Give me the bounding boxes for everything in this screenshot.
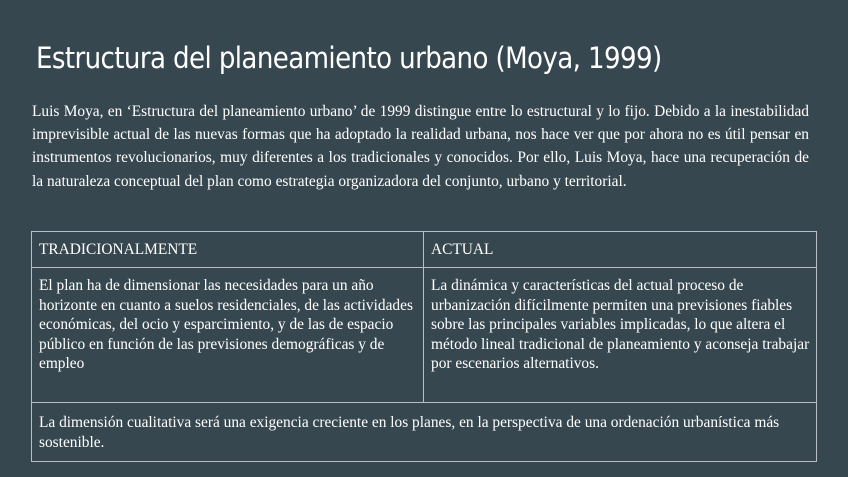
header-cell-current: ACTUAL [424,232,817,268]
slide-title: Estructura del planeamiento urbano (Moya, 1999) [36,41,662,75]
cell-current-description: La dinámica y características del actual proceso de urbanización difícilmente permiten una previsiones fiables sobre las principales variables implicadas, lo que altera el método lineal tradicional de planeamiento y aconseja trabajar por escenarios alternativos. [424,268,817,403]
intro-paragraph: Luis Moya, en ‘Estructura del planeamiento urbano’ de 1999 distingue entre lo estructural y lo fijo. Debido a la inestabilidad imprevisible actual de las nuevas formas que ha adoptado la realidad urbana, nos hace ver que por ahora no es útil pensar en instrumentos revolucionarios, muy diferentes a los tradicionales y conocidos. Por ello, Luis Moya, hace una recuperación de la naturaleza conceptual del plan como estrategia organizadora del conjunto, urbano y territorial. [32,103,809,190]
table-row [32,268,817,403]
header-cell-traditional: TRADICIONALMENTE [32,232,424,268]
comparison-table [31,231,817,462]
cell-traditional-description: El plan ha de dimensionar las necesidades para un año horizonte en cuanto a suelos residenciales, de las actividades económicas, del ocio y esparcimiento, y de las de espacio público en función de las previsiones demográficas y de empleo [32,268,424,403]
cell-conclusion: La dimensión cualitativa será una exigencia creciente en los planes, en la perspectiva de una ordenación urbanística más sostenible. [32,403,817,462]
table-footer-row [32,403,817,462]
table-header-row [32,232,817,268]
